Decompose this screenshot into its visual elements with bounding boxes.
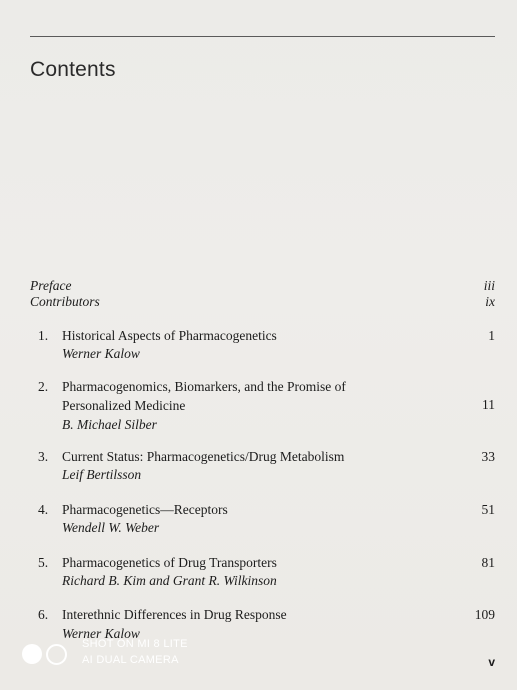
chapter-number: 2. (38, 379, 49, 394)
chapter-author: Werner Kalow (62, 626, 140, 641)
chapter-number: 6. (38, 607, 49, 622)
chapter-page: 51 (481, 502, 495, 517)
chapter-author: Richard B. Kim and Grant R. Wilkinson (62, 573, 277, 588)
chapter-author: Leif Bertilsson (62, 467, 142, 482)
chapter-page: 81 (481, 555, 495, 570)
front-matter-contributors (30, 294, 495, 310)
chapter-number: 5. (38, 555, 49, 570)
front-matter-preface (30, 278, 495, 294)
header-rule (30, 36, 495, 37)
front-matter-label: Preface (30, 278, 72, 293)
chapter-title: Interethnic Differences in Drug Response (62, 607, 287, 622)
chapter-page: 11 (482, 397, 495, 412)
chapter-page: 1 (488, 328, 495, 343)
chapter-title: Pharmacogenomics, Biomarkers, and the Promise of (62, 379, 346, 394)
watermark-line-2: AI DUAL CAMERA (82, 654, 179, 666)
chapter-title: Pharmacogenetics—Receptors (62, 502, 228, 517)
watermark-line-1: SHOT ON MI 8 LITE (82, 638, 188, 650)
chapter-author: Wendell W. Weber (62, 520, 160, 535)
chapter-title: Current Status: Pharmacogenetics/Drug Metabolism (62, 449, 345, 464)
chapter-number: 1. (38, 328, 49, 343)
front-matter-label: Contributors (30, 294, 100, 309)
chapter-number: 3. (38, 449, 49, 464)
chapter-author: B. Michael Silber (62, 417, 157, 432)
front-matter-page: iii (483, 278, 495, 293)
page-folio: v (488, 655, 495, 669)
watermark-filled-circle-icon (22, 644, 42, 664)
watermark-ring-icon (46, 644, 67, 665)
chapter-page: 109 (474, 607, 495, 622)
front-matter-page: ix (485, 294, 495, 309)
chapter-page: 33 (481, 449, 495, 464)
chapter-author: Werner Kalow (62, 346, 140, 361)
chapter-title: Historical Aspects of Pharmacogenetics (62, 328, 277, 343)
chapter-title-continued: Personalized Medicine (62, 398, 186, 413)
chapter-title: Pharmacogenetics of Drug Transporters (62, 555, 277, 570)
contents-heading: Contents (30, 58, 116, 81)
chapter-number: 4. (38, 502, 49, 517)
